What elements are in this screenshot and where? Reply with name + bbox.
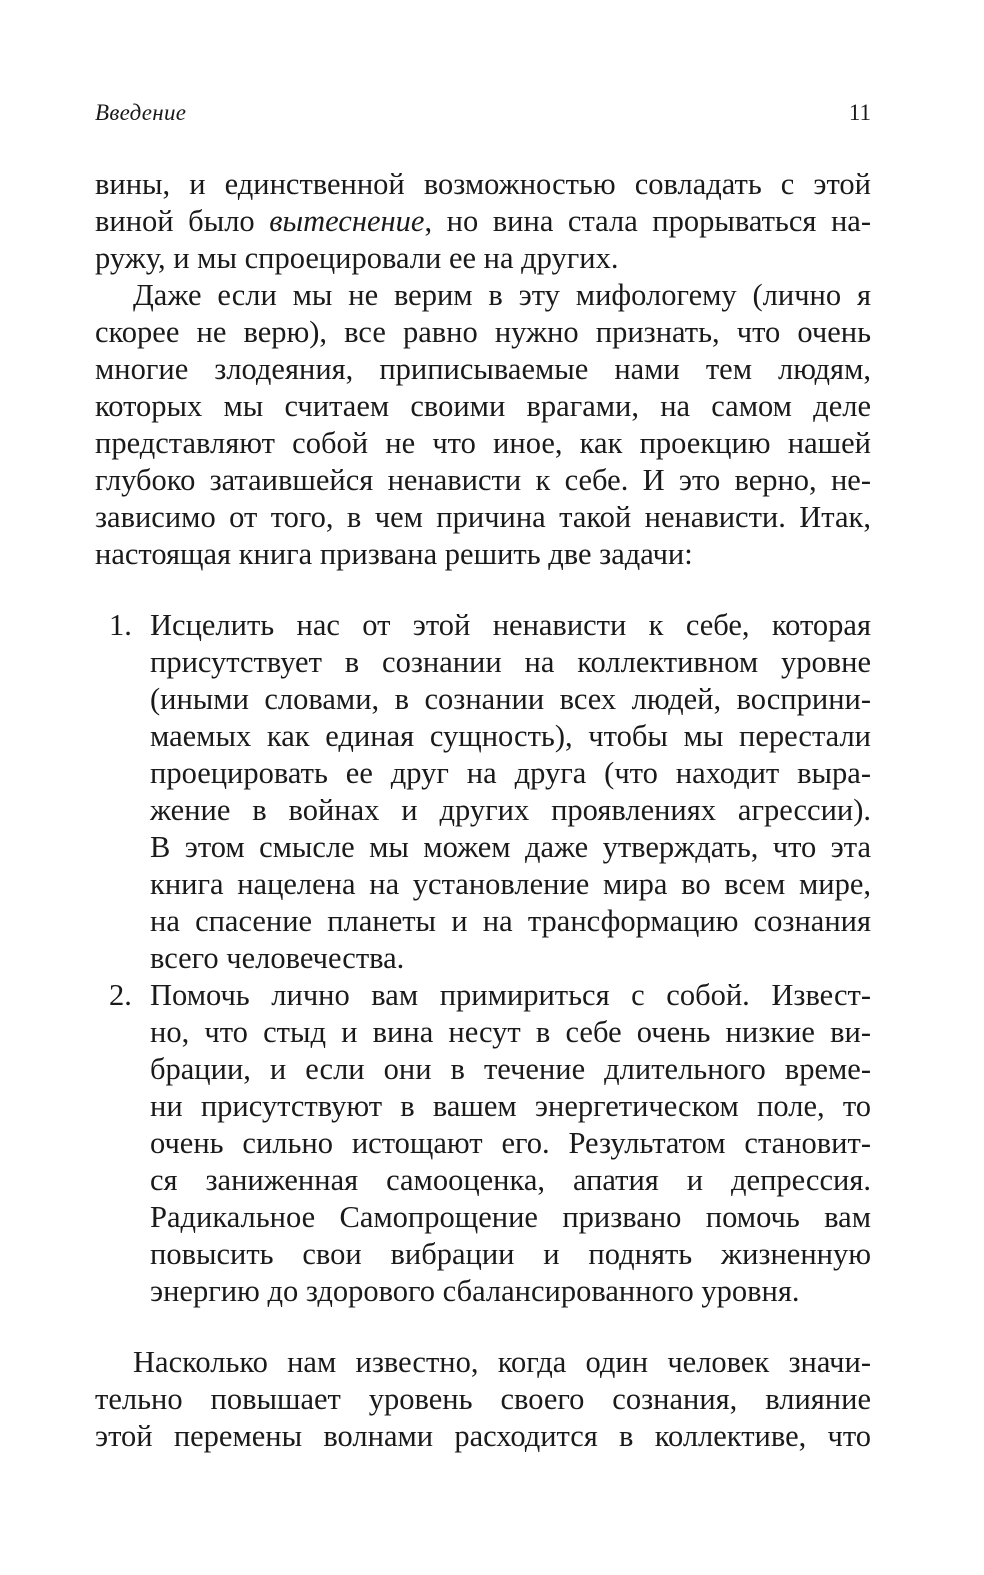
text-run: , но вина стала прорываться на-	[424, 204, 871, 238]
text-line: Помочь лично вам примириться с собой. Извест-	[150, 978, 871, 1012]
text-line: скорее не верю), все равно нужно признать, что очень	[95, 315, 871, 349]
text-line: повысить свои вибрации и поднять жизненную	[150, 1237, 871, 1271]
text-line: маемых как единая сущность), чтобы мы перестали	[150, 719, 871, 753]
text-line: на спасение планеты и на трансформацию сознания	[150, 904, 871, 938]
text-line	[95, 203, 871, 240]
list-number: 2.	[109, 978, 132, 1012]
emphasis-term: вытеснение	[269, 204, 425, 238]
text-line: присутствует в сознании на коллективном уровне	[150, 645, 871, 679]
paragraph-continuation	[95, 166, 871, 277]
list-item	[95, 607, 871, 977]
text-line: Даже если мы не верим в эту мифологему (лично я	[133, 278, 871, 312]
text-line: проецировать ее друг на друга (что находит выра-	[150, 756, 871, 790]
paragraph	[95, 277, 871, 573]
text-line: Радикальное Самопрощение призвано помочь вам	[150, 1200, 871, 1234]
text-line: представляют собой не что иное, как проекцию нашей	[95, 426, 871, 460]
text-line: вины, и единственной возможностью совладать с этой	[95, 167, 871, 201]
text-line: многие злодеяния, приписываемые нами тем людям,	[95, 352, 871, 386]
text-line: зависимо от того, в чем причина такой ненависти. Итак,	[95, 500, 871, 534]
text-line: глубоко затаившейся ненависти к себе. И это верно, не-	[95, 463, 871, 497]
list-number: 1.	[109, 608, 132, 642]
text-line: всего человечества.	[150, 941, 405, 975]
list-item	[95, 977, 871, 1310]
text-line: настоящая книга призвана решить две задачи:	[95, 537, 693, 571]
text-line: (иными словами, в сознании всех людей, восприни-	[150, 682, 871, 716]
text-line: очень сильно истощают его. Результатом становит-	[150, 1126, 871, 1160]
page-number: 11	[848, 100, 871, 125]
text-line: энергию до здорового сбалансированного уровня.	[150, 1274, 800, 1308]
text-line: Исцелить нас от этой ненависти к себе, которая	[150, 608, 871, 642]
text-line: ся заниженная самооценка, апатия и депрессия.	[150, 1163, 871, 1197]
text-line: этой перемены волнами расходится в коллективе, что	[95, 1419, 871, 1453]
text-line: ружу, и мы спроецировали ее на других.	[95, 241, 619, 275]
text-line: которых мы считаем своими врагами, на самом деле	[95, 389, 871, 423]
text-line: В этом смысле мы можем даже утверждать, что эта	[150, 830, 871, 864]
text-line: брации, и если они в течение длительного време-	[150, 1052, 871, 1086]
running-head	[95, 96, 871, 130]
text-line: Насколько нам известно, когда один человек значи-	[133, 1345, 871, 1379]
numbered-list	[95, 607, 871, 1310]
section-title: Введение	[95, 100, 187, 125]
text-run: виной было	[95, 204, 270, 238]
text-line: жение в войнах и других проявлениях агрессии).	[150, 793, 871, 827]
paragraph	[95, 1344, 871, 1455]
text-line: тельно повышает уровень своего сознания, влияние	[95, 1382, 871, 1416]
text-line: но, что стыд и вина несут в себе очень низкие ви-	[150, 1015, 871, 1049]
text-line: ни присутствуют в вашем энергетическом поле, то	[150, 1089, 871, 1123]
text-line: книга нацелена на установление мира во всем мире,	[150, 867, 871, 901]
